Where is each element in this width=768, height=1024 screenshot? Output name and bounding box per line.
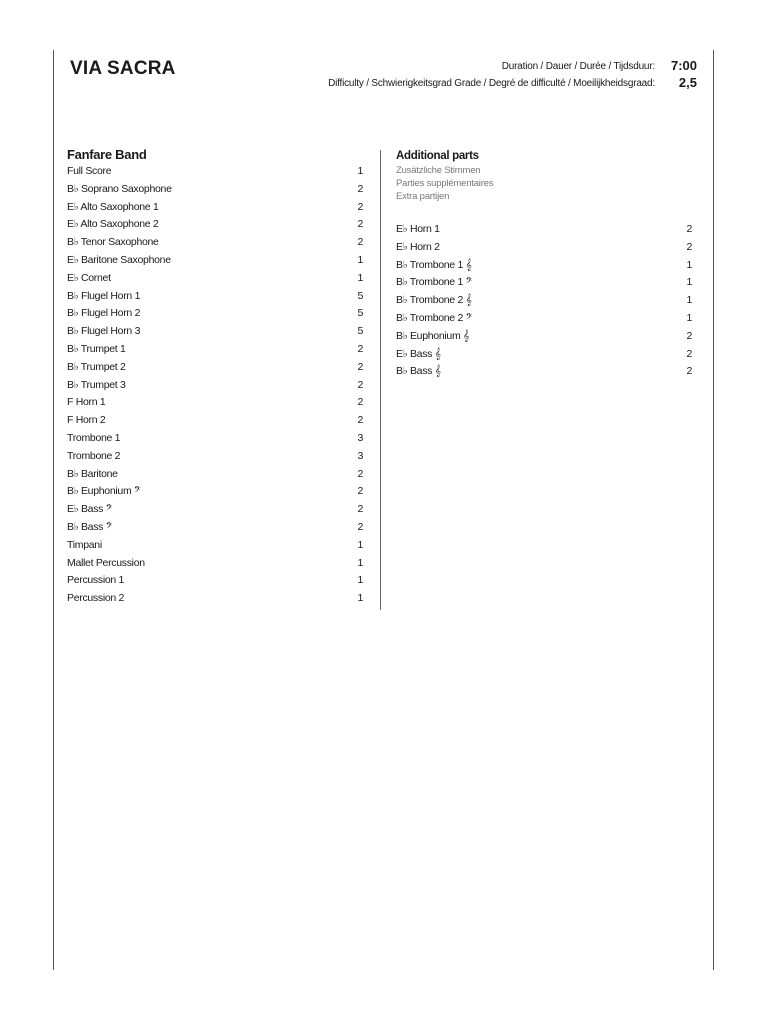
part-count: 2: [357, 182, 363, 195]
part-row: [67, 574, 363, 592]
part-name: Trombone 2: [67, 449, 121, 462]
part-name: B♭ Trombone 2 𝄢: [396, 311, 473, 324]
duration-label: Duration / Dauer / Durée / Tijdsduur:: [501, 61, 655, 72]
part-row: [67, 450, 363, 468]
part-count: 5: [357, 307, 363, 320]
fanfare-section-title: Fanfare Band: [67, 147, 147, 162]
part-name: F Horn 1: [67, 396, 106, 409]
part-name: Trombone 1: [67, 431, 121, 444]
part-name: E♭ Horn 1: [396, 223, 440, 235]
part-name: Percussion 2: [67, 592, 125, 605]
part-row: [396, 330, 692, 348]
part-count: 1: [357, 253, 363, 266]
part-count: 2: [357, 236, 363, 249]
part-count: 2: [357, 200, 363, 213]
part-count: 1: [357, 538, 363, 551]
part-row: [67, 521, 363, 539]
part-name: E♭ Cornet: [67, 271, 111, 284]
part-count: 2: [686, 329, 692, 342]
part-row: [67, 236, 363, 254]
part-row: [67, 201, 363, 219]
part-count: 2: [357, 360, 363, 373]
part-count: 2: [357, 378, 363, 391]
part-name: B♭ Flugel Horn 2: [67, 307, 141, 320]
part-name: B♭ Trumpet 3: [67, 378, 126, 391]
part-row: [396, 241, 692, 259]
part-row: [67, 183, 363, 201]
left-margin-rule: [53, 50, 54, 970]
part-row: [396, 312, 692, 330]
part-name: B♭ Trombone 1 𝄞: [396, 258, 472, 271]
part-name: E♭ Horn 2: [396, 240, 440, 253]
part-count: 2: [357, 503, 363, 516]
part-count: 1: [686, 276, 692, 289]
part-count: 1: [357, 592, 363, 605]
part-name: Full Score: [67, 165, 112, 177]
additional-section-title: Additional parts: [396, 150, 479, 162]
part-row: [67, 307, 363, 325]
part-name: B♭ Flugel Horn 3: [67, 325, 141, 338]
part-count: 2: [686, 223, 692, 235]
part-row: [67, 254, 363, 272]
part-count: 2: [686, 240, 692, 253]
part-row: [396, 348, 692, 366]
part-row: [67, 361, 363, 379]
part-count: 1: [357, 271, 363, 284]
part-name: B♭ Flugel Horn 1: [67, 289, 141, 302]
part-row: [67, 557, 363, 575]
part-row: [67, 503, 363, 521]
piece-title: VIA SACRA: [70, 58, 176, 79]
part-count: 2: [357, 414, 363, 427]
part-row: [67, 165, 363, 183]
part-name: B♭ Tenor Saxophone: [67, 236, 159, 249]
part-row: [396, 294, 692, 312]
part-name: E♭ Bass 𝄢: [67, 503, 113, 516]
part-name: B♭ Trumpet 2: [67, 360, 126, 373]
part-count: 1: [686, 294, 692, 307]
part-count: 1: [686, 311, 692, 324]
additional-subtitle-dutch: Extra partijen: [396, 191, 450, 202]
part-name: B♭ Trombone 1 𝄢: [396, 276, 473, 289]
part-name: E♭ Bass 𝄞: [396, 347, 441, 360]
part-name: B♭ Trumpet 1: [67, 342, 126, 355]
part-name: Percussion 1: [67, 574, 125, 587]
part-count: 3: [357, 449, 363, 462]
part-count: 1: [357, 165, 363, 177]
part-row: [396, 365, 692, 383]
part-row: [67, 379, 363, 397]
difficulty-label: Difficulty / Schwierigkeitsgrad Grade / Degré de difficulté / Moeilijkheidsgraad:: [328, 78, 655, 89]
fanfare-parts-list: [67, 165, 363, 610]
part-row: [67, 290, 363, 308]
part-name: B♭ Trombone 2 𝄞: [396, 294, 472, 307]
part-count: 3: [357, 431, 363, 444]
part-count: 2: [357, 218, 363, 231]
part-count: 2: [357, 396, 363, 409]
part-count: 2: [357, 342, 363, 355]
part-name: Timpani: [67, 538, 102, 551]
part-name: E♭ Alto Saxophone 1: [67, 200, 159, 213]
part-row: [67, 272, 363, 290]
part-count: 2: [686, 365, 692, 378]
part-name: Mallet Percussion: [67, 556, 145, 569]
additional-subtitle-german: Zusätzliche Stimmen: [396, 165, 481, 176]
part-count: 5: [357, 325, 363, 338]
part-row: [396, 259, 692, 277]
part-count: 1: [357, 574, 363, 587]
column-divider: [380, 150, 381, 610]
part-count: 1: [357, 556, 363, 569]
part-name: B♭ Euphonium 𝄞: [396, 329, 469, 342]
part-count: 1: [686, 258, 692, 271]
part-row: [67, 396, 363, 414]
part-count: 2: [357, 485, 363, 498]
part-name: B♭ Soprano Saxophone: [67, 182, 172, 195]
part-row: [67, 343, 363, 361]
part-row: [67, 539, 363, 557]
part-name: E♭ Baritone Saxophone: [67, 253, 171, 266]
difficulty-value: 2,5: [678, 75, 697, 90]
additional-parts-list: [396, 223, 692, 383]
part-name: B♭ Bass 𝄞: [396, 365, 441, 378]
part-count: 2: [686, 347, 692, 360]
part-name: B♭ Baritone: [67, 467, 118, 480]
part-row: [396, 223, 692, 241]
part-row: [67, 592, 363, 610]
part-name: B♭ Euphonium 𝄢: [67, 485, 141, 498]
part-row: [67, 218, 363, 236]
part-row: [67, 414, 363, 432]
part-name: B♭ Bass 𝄢: [67, 520, 113, 533]
right-margin-rule: [713, 50, 714, 970]
part-count: 2: [357, 520, 363, 533]
part-name: E♭ Alto Saxophone 2: [67, 218, 159, 231]
part-row: [396, 276, 692, 294]
part-count: 5: [357, 289, 363, 302]
part-count: 2: [357, 467, 363, 480]
part-row: [67, 325, 363, 343]
part-row: [67, 468, 363, 486]
duration-value: 7:00: [670, 58, 697, 73]
part-name: F Horn 2: [67, 414, 106, 427]
additional-subtitle-french: Parties supplémentaires: [396, 178, 494, 189]
part-row: [67, 485, 363, 503]
part-row: [67, 432, 363, 450]
